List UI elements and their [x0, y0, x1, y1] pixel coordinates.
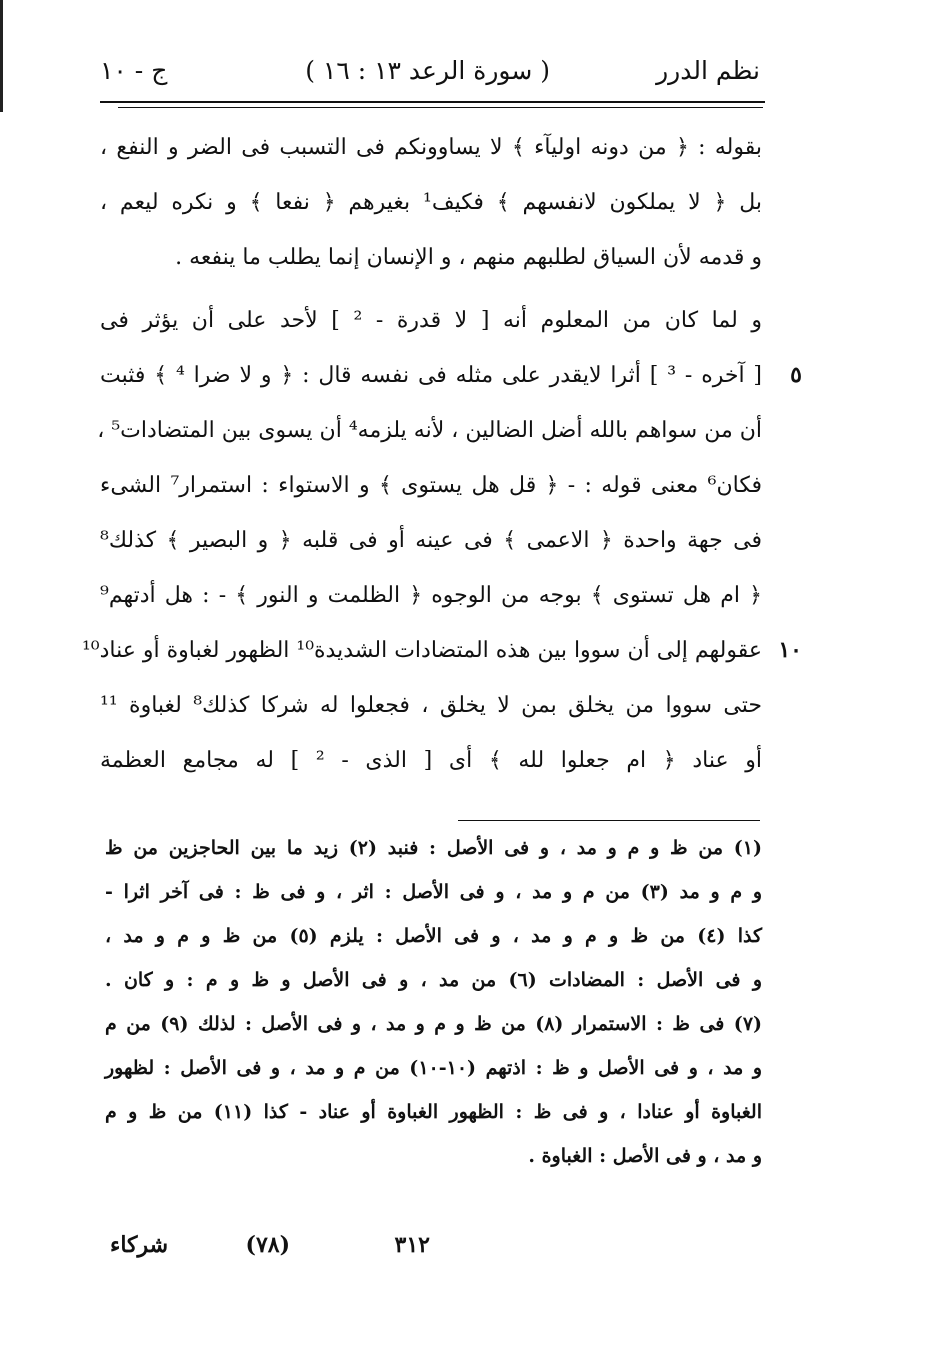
line-text: أن من سواهم بالله أضل الضالين ، لأنه يلزمه⁴ أن يسوى بين المتضادات⁵ ،	[97, 418, 762, 443]
text-line	[100, 348, 802, 403]
text-line	[100, 733, 762, 788]
text-line	[100, 120, 762, 175]
page-footer	[110, 1232, 670, 1272]
surah-reference: ( سورة الرعد ١٣ : ١٦ )	[305, 56, 550, 85]
footnote-line: كذا (٤) من ظ و م و مد ، و فى الأصل : يلزم (٥) من ظ و م و مد ،	[105, 925, 763, 947]
catchword: شركاء	[110, 1232, 169, 1258]
line-text: فى جهة واحدة ﴿ الاعمى ﴾ فى عينه أو فى قلبه ﴿ و البصير ﴾ كذلك⁸	[100, 528, 762, 553]
line-text: أو عناد ﴿ ام جعلوا لله ﴾ أى [ الذى - ² ] له مجامع العظمة	[100, 748, 762, 773]
footnote-line: (٧) فى ظ : الاستمرار (٨) من ظ و م و مد ، و فى الأصل : لذلك (٩) من م	[105, 1013, 763, 1035]
line-text: عقولهم إلى أن سووا بين هذه المتضادات الشديدة¹⁰ الظهور لغباوة أو عناد¹⁰	[81, 638, 762, 663]
line-text: حتى سووا من يخلق بمن لا يخلق ، فجعلوا له شركا كذلك⁸ لغباوة ¹¹	[100, 693, 763, 718]
volume-label: ج - ١٠	[100, 56, 168, 85]
line-text: و قدمه لأن السياق لطلبهم منهم ، و الإنسان إنما يطلب ما ينفعه .	[175, 245, 762, 270]
text-line	[97, 403, 762, 458]
text-line	[100, 678, 762, 733]
footnote-line: و فى الأصل : المضادات (٦) من مد ، و فى الأصل و ظ و م : و كان .	[105, 969, 762, 991]
text-line	[100, 458, 762, 513]
text-line	[81, 623, 802, 678]
line-number: ٥	[790, 362, 802, 388]
line-text: بقوله : ﴿ من دونه اوليآء ﴾ لا يساوونكم فى التسبب فى الضر و النفع ،	[100, 135, 762, 160]
line-text: و لما كان من المعلوم أنه [ لا قدرة - ² ] لأحد على أن يؤثر فى	[100, 308, 762, 333]
text-line	[100, 230, 762, 285]
line-text: فكان⁶ معنى قوله : - ﴿ قل هل يستوى ﴾ و الاستواء : استمرار⁷ الشىء	[100, 473, 762, 498]
text-line	[100, 175, 762, 230]
page-edge	[0, 0, 3, 112]
footnote-line: و مد ، و فى الأصل : الغباوة .	[528, 1145, 762, 1167]
running-header	[100, 48, 760, 98]
main-text	[81, 120, 802, 788]
line-text: [ آخره - ³ ] أثرا لايقدر على مثله فى نفسه قال : ﴿ و لا ضرا ⁴ ﴾ فثبت	[100, 363, 763, 388]
page-number: ٣١٢	[394, 1232, 430, 1258]
line-text: ﴿ ام هل تستوى ﴾ بوجه من الوجوه ﴿ الظلمت و النور ﴾ - : هل أدتهم⁹	[100, 583, 762, 608]
header-rule-thin	[118, 107, 763, 108]
text-line	[100, 293, 762, 348]
footnote-line: و مد ، و فى الأصل و ظ : اذتهم (١٠-١٠) من م و مد ، و فى الأصل : لظهور	[105, 1057, 762, 1079]
footnote-line: الغباوة أو عنادا ، و فى ظ : الظهور الغباوة أو عناد - كذا (١١) من ظ و م	[105, 1101, 762, 1123]
text-line	[100, 568, 762, 623]
footnote-line: و م و مد (٣) من م و مد ، و فى الأصل : اثر ، و فى ظ : فى آخر اثرا -	[105, 881, 763, 903]
book-title: نظم الدرر	[656, 56, 760, 85]
header-rule	[100, 101, 765, 103]
text-line	[100, 513, 762, 568]
line-text: بل ﴿ لا يملكون لانفسهم ﴾ فكيف¹ بغيرهم ﴿ نفعا ﴾ و نكره ليعم ،	[100, 190, 762, 215]
footnote-line: (١) من ظ و م و مد ، و فى الأصل : فنبد (٢) زيد ما بين الحاجزين من ظ	[105, 837, 762, 859]
footnotes	[105, 826, 762, 1178]
footnote-rule	[458, 820, 760, 821]
signature-mark: (٧٨)	[245, 1232, 290, 1258]
line-number: ١٠	[778, 637, 802, 663]
